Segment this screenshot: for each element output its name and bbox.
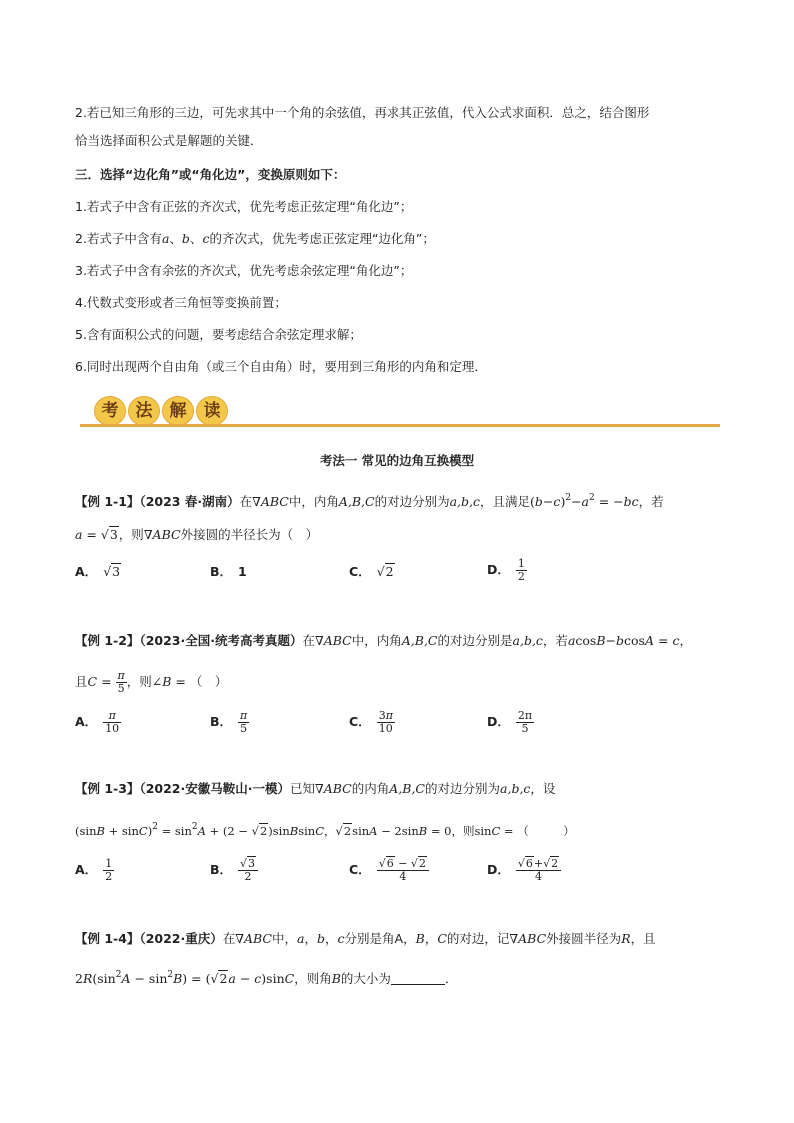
example-1-2-option-a[interactable]: A． $\frac{\pi}{10}$ bbox=[75, 709, 120, 735]
example-1-1-option-a[interactable]: A． √3 bbox=[75, 564, 121, 579]
paragraph-2-line-1: 2.若已知三角形的三边，可先求其中一个角的余弦值，再求其正弦值，代入公式求面积．总之，结合图形 bbox=[75, 105, 650, 120]
example-1-2-line-2: 且C = $\frac{\pi}{5}$ ，则∠B = （ ） bbox=[75, 669, 228, 695]
banner-char-4: 读 bbox=[196, 396, 228, 426]
rule-2-text-a: 2.若式子中含有 bbox=[75, 231, 162, 246]
answer-blank[interactable] bbox=[391, 972, 445, 985]
example-1-1-option-b[interactable]: B． 1 bbox=[210, 564, 247, 579]
banner-char-1: 考 bbox=[94, 396, 126, 426]
example-source: （2022·安徽马鞍山·一模） bbox=[139, 781, 290, 796]
rule-4: 4.代数式变形或者三角恒等变换前置； bbox=[75, 295, 287, 310]
example-1-1-option-c[interactable]: C． √2 bbox=[349, 564, 394, 579]
example-1-1-line-1: 【例 1-1】（2023 春·湖南）在∇ABC中，内角A,B,C的对边分别为a,b,c，且满足$(b-c)^2-a^2 = -bc$，若 bbox=[75, 493, 664, 509]
example-source: （2023 春·湖南） bbox=[139, 494, 240, 509]
example-1-2-option-c[interactable]: C． $\frac{3\pi}{10}$ bbox=[349, 709, 393, 735]
example-1-1-line-2: a = √3，则∇ABC外接圆的半径长为（ ） bbox=[75, 527, 319, 542]
example-1-4-line-2: $2R(\sin^2A - \sin^2B) = (√2a - c)\sin C$，则角B的大小为 ． bbox=[75, 970, 458, 986]
example-1-3-option-a[interactable]: A． $\frac{1}{2}$ bbox=[75, 857, 113, 883]
example-tag: 【例 1-2】 bbox=[75, 633, 140, 648]
example-1-2-line-1: 【例 1-2】（2023·全国·统考高考真题）在∇ABC中，内角A,B,C的对边分别是a,b,c，若acosB−bcosA = c， bbox=[75, 633, 692, 648]
example-1-3-option-b[interactable]: B． $\frac{√3}{2}$ bbox=[210, 858, 258, 883]
rule-5: 5.含有面积公式的问题，要考虑结合余弦定理求解； bbox=[75, 327, 362, 342]
example-tag: 【例 1-1】 bbox=[75, 494, 140, 509]
example-tag: 【例 1-4】 bbox=[75, 931, 140, 946]
section-title: 考法一 常见的边角互换模型 bbox=[319, 453, 475, 468]
banner-divider bbox=[80, 424, 720, 427]
rule-2-text-b: 的齐次式，优先考虑正弦定理“边化角”； bbox=[209, 231, 435, 246]
rule-6: 6.同时出现两个自由角（或三个自由角）时，要用到三角形的内角和定理． bbox=[75, 359, 487, 374]
example-1-2-option-d[interactable]: D． $\frac{2\pi}{5}$ bbox=[487, 709, 533, 735]
rule-3: 3.若式子中含有余弦的齐次式，优先考虑余弦定理“角化边”； bbox=[75, 263, 413, 278]
example-1-1-option-d[interactable]: D． $\frac{1}{2}$ bbox=[487, 557, 525, 583]
banner-char-3: 解 bbox=[162, 396, 194, 426]
section-heading-3: 三．选择“边化角”或“角化边”，变换原则如下： bbox=[75, 167, 346, 182]
example-1-3-option-d[interactable]: D． $\frac{√6+√2}{4}$ bbox=[487, 858, 561, 883]
paragraph-2-line-2: 恰当选择面积公式是解题的关键． bbox=[75, 133, 263, 148]
example-1-2-option-b[interactable]: B． $\frac{\pi}{5}$ bbox=[210, 709, 248, 735]
rule-2-math: a bbox=[161, 231, 170, 246]
example-1-4-line-1: 【例 1-4】（2022·重庆）在∇ABC中，a，b，c分别是角A，B，C的对边，记∇ABC外接圆半径为R，且 bbox=[75, 931, 656, 946]
example-source: （2023·全国·统考高考真题） bbox=[139, 633, 303, 648]
example-1-3-line-1: 【例 1-3】（2022·安徽马鞍山·一模）已知∇ABC的内角A,B,C的对边分别为a,b,c，设 bbox=[75, 781, 556, 796]
example-source: （2022·重庆） bbox=[139, 931, 223, 946]
rule-2: 2.若式子中含有a、b、c的齐次式，优先考虑正弦定理“边化角”； bbox=[75, 231, 435, 246]
example-tag: 【例 1-3】 bbox=[75, 781, 140, 796]
rule-1: 1.若式子中含有正弦的齐次式，优先考虑正弦定理“角化边”； bbox=[75, 199, 413, 214]
example-1-3-option-c[interactable]: C． $\frac{√6 - √2}{4}$ bbox=[349, 858, 429, 883]
example-1-3-line-2: $(\sin B + \sin C)^2 = \sin^2A + (2$ − √2)sinBsinC，√2sinA − 2sinB = 0，则sinC = （ ） bbox=[75, 822, 575, 838]
banner-char-2: 法 bbox=[128, 396, 160, 426]
